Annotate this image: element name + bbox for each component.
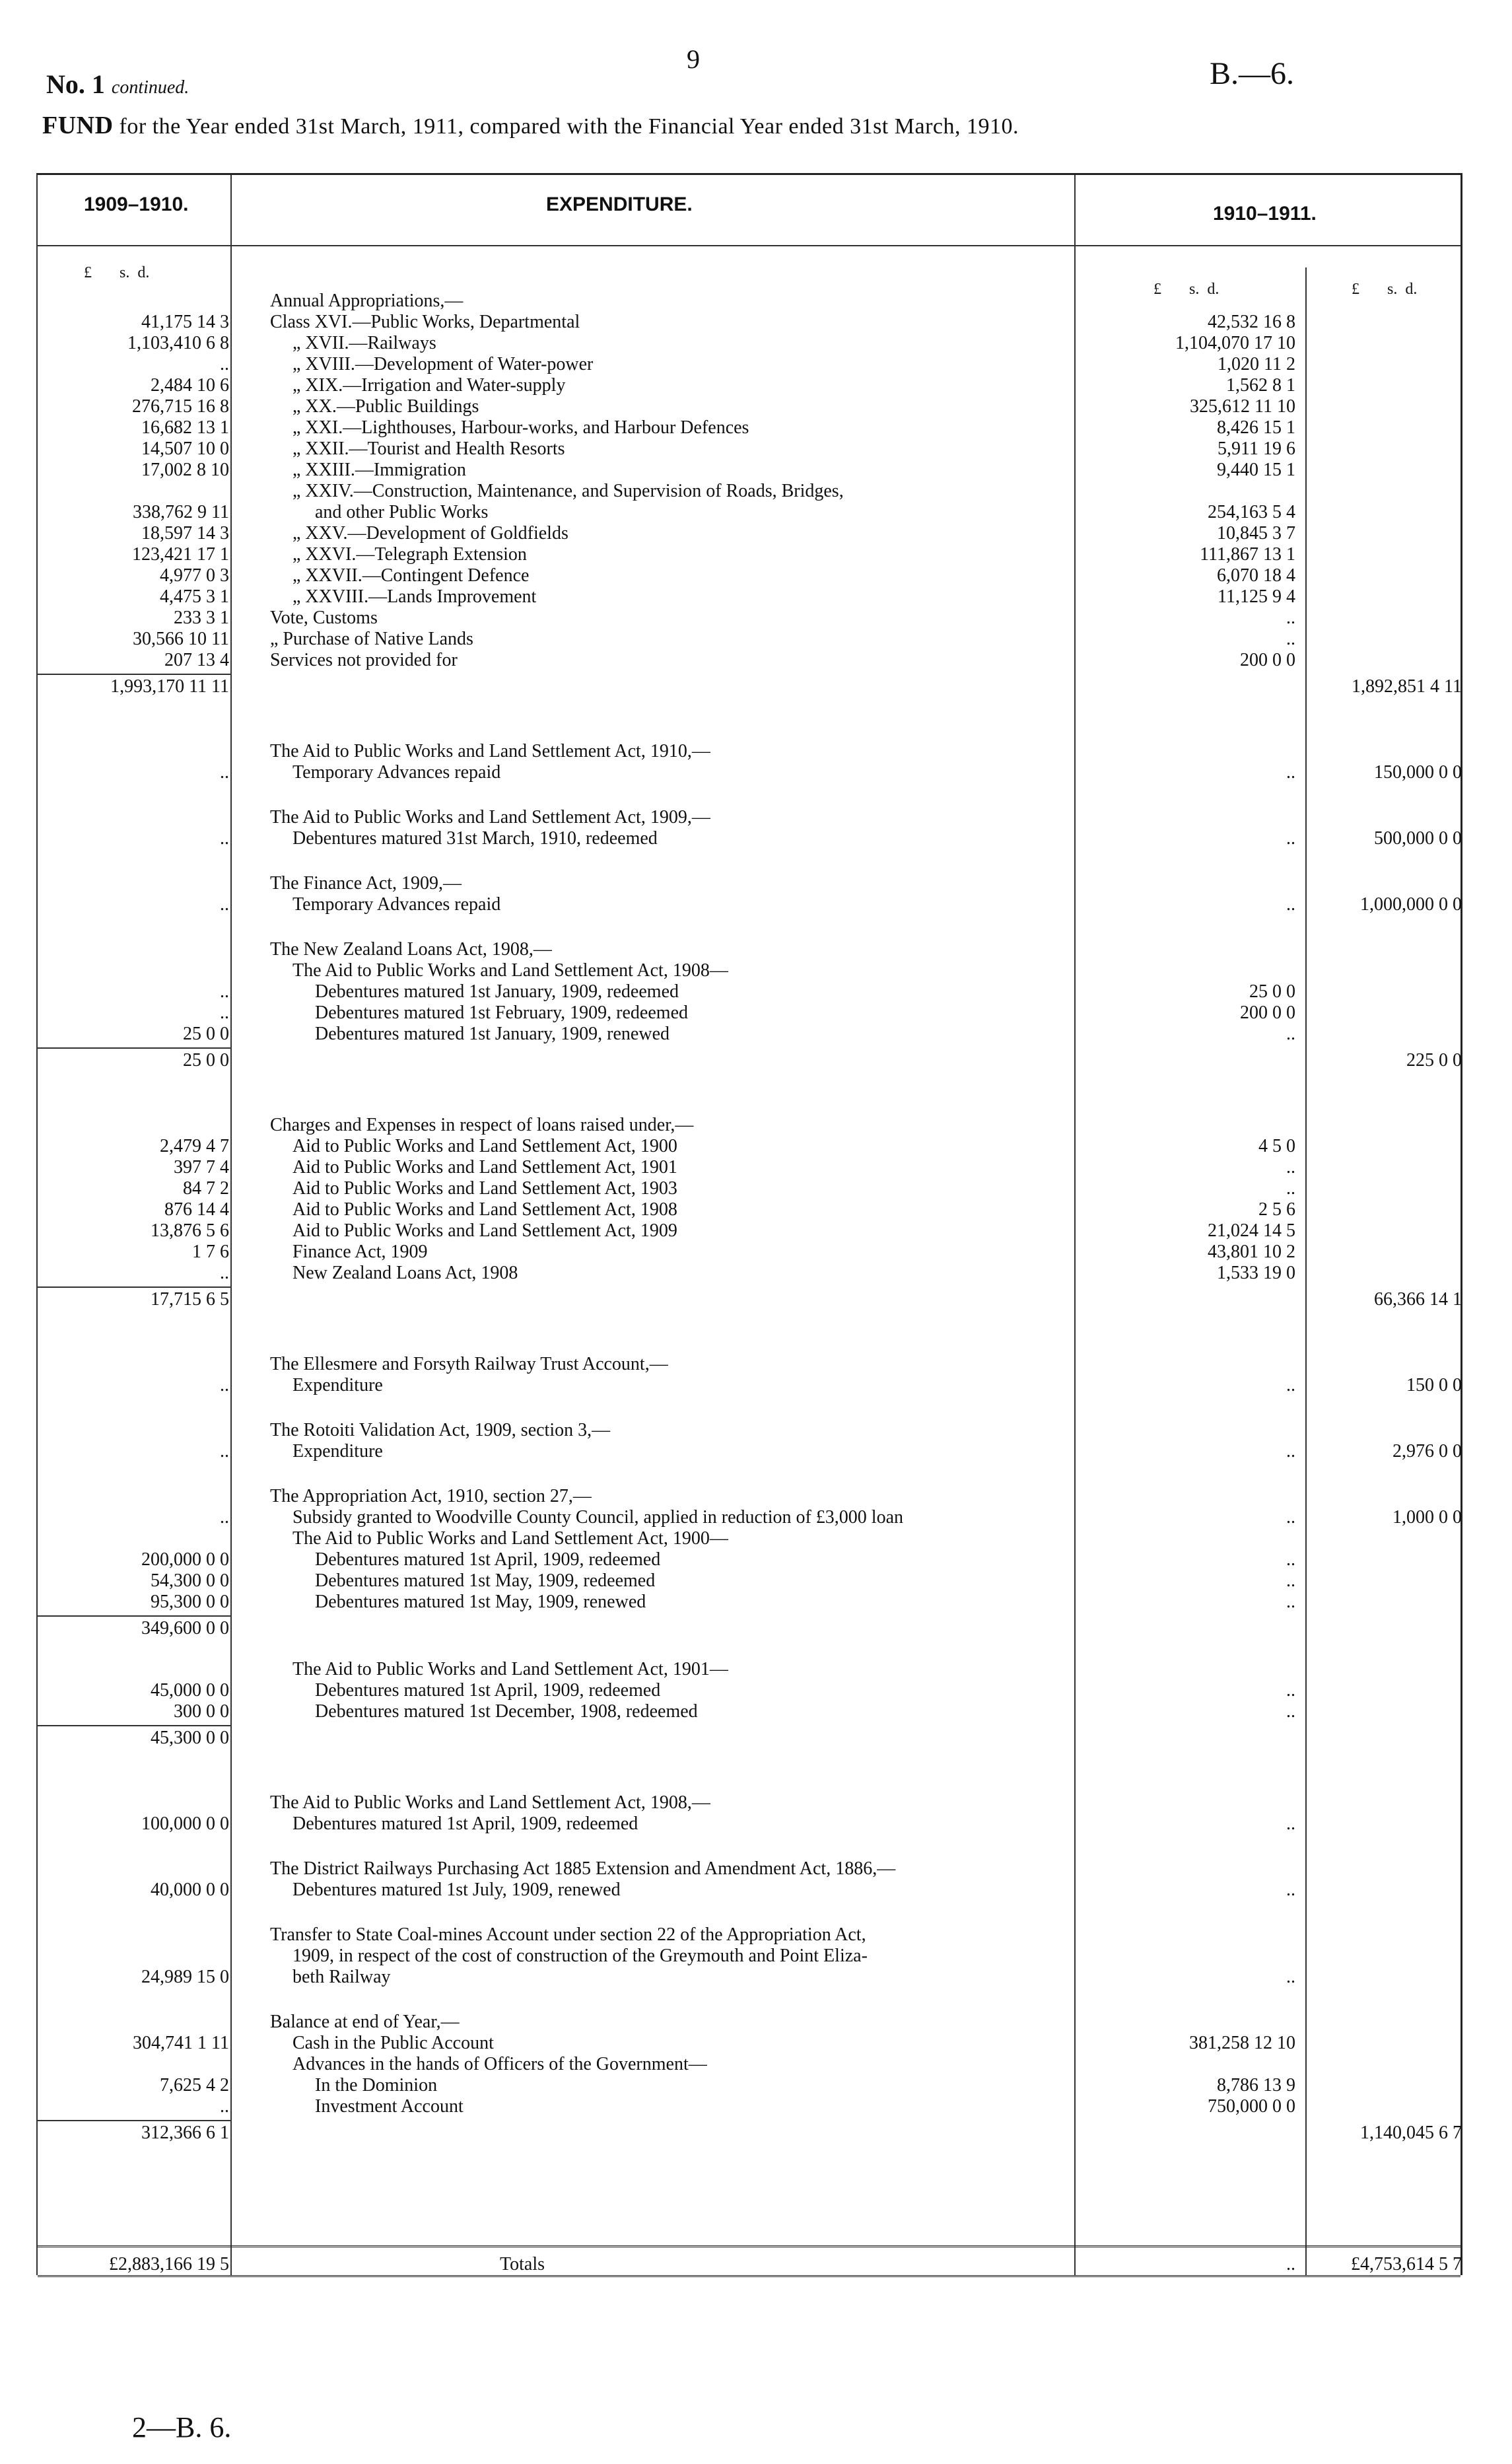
- row-label: Debentures matured 1st December, 1908, redeemed: [315, 1701, 698, 1722]
- row-label: Aid to Public Works and Land Settlement Act, 1908: [292, 1199, 677, 1220]
- row-total-amount: 1,892,851 4 11: [1352, 676, 1462, 697]
- row-label: The Finance Act, 1909,—: [270, 873, 462, 894]
- row-label: „ XX.—Public Buildings: [292, 396, 479, 417]
- row-prev-amount: 1,993,170 11 11: [110, 676, 229, 697]
- row-prev-amount: 17,002 8 10: [141, 460, 229, 480]
- row-label: „ XVIII.—Development of Water-power: [292, 354, 594, 374]
- row-label: Aid to Public Works and Land Settlement Act, 1903: [292, 1178, 677, 1199]
- subtotal-rule: [38, 1615, 230, 1617]
- page-number: 9: [687, 44, 700, 74]
- row-current-amount: 4 5 0: [1258, 1136, 1295, 1156]
- row-label: Temporary Advances repaid: [292, 894, 501, 915]
- row-prev-amount: 100,000 0 0: [141, 1813, 229, 1834]
- row-label: Investment Account: [315, 2096, 464, 2117]
- row-current-amount: ..: [1286, 1570, 1295, 1591]
- row-total-amount: 1,000,000 0 0: [1360, 894, 1462, 915]
- row-label: Aid to Public Works and Land Settlement Act, 1909: [292, 1220, 677, 1241]
- row-label: Debentures matured 1st January, 1909, renewed: [315, 1024, 670, 1044]
- row-current-amount: 1,562 8 1: [1226, 375, 1295, 396]
- fund-title: FUND: [42, 112, 114, 139]
- row-current-amount: ..: [1286, 1441, 1295, 1461]
- row-current-amount: ..: [1286, 1701, 1295, 1722]
- totals-divider: [38, 2245, 1460, 2247]
- row-current-amount: ..: [1286, 1549, 1295, 1570]
- row-prev-amount: ..: [220, 762, 229, 783]
- row-label: 1909, in respect of the cost of construction of the Greymouth and Point Eliza-: [292, 1946, 868, 1966]
- row-label: Expenditure: [292, 1375, 383, 1395]
- row-current-amount: ..: [1286, 629, 1295, 649]
- row-prev-amount: ..: [220, 1441, 229, 1461]
- header-expenditure: EXPENDITURE.: [546, 194, 693, 215]
- table-number-suffix: continued.: [111, 77, 189, 98]
- row-label: New Zealand Loans Act, 1908: [292, 1263, 518, 1283]
- table-number: [46, 69, 189, 100]
- row-current-amount: 25 0 0: [1249, 981, 1295, 1002]
- row-label: In the Dominion: [315, 2075, 438, 2095]
- row-label: Aid to Public Works and Land Settlement Act, 1901: [292, 1157, 677, 1178]
- row-current-amount: 43,801 10 2: [1208, 1242, 1295, 1262]
- row-current-amount: ..: [1286, 1024, 1295, 1044]
- col-divider-total: [1305, 267, 1307, 2275]
- subtotal-rule: [38, 1047, 230, 1049]
- row-current-amount: ..: [1286, 762, 1295, 783]
- expenditure-table: [36, 173, 1462, 2275]
- row-prev-amount: 84 7 2: [183, 1178, 229, 1199]
- totals-label: Totals: [500, 2254, 545, 2274]
- row-current-amount: ..: [1286, 608, 1295, 628]
- row-prev-amount: 41,175 14 3: [141, 312, 229, 332]
- row-label: Class XVI.—Public Works, Departmental: [270, 312, 580, 332]
- row-current-amount: 200 0 0: [1240, 650, 1295, 670]
- row-label: and other Public Works: [315, 502, 489, 522]
- row-current-amount: ..: [1286, 1178, 1295, 1199]
- row-prev-amount: 300 0 0: [174, 1701, 229, 1722]
- row-label: „ XXIV.—Construction, Maintenance, and Supervision of Roads, Bridges,: [292, 481, 844, 501]
- row-label: The Aid to Public Works and Land Settlement Act, 1900—: [292, 1528, 728, 1549]
- subtotal-rule: [38, 1725, 230, 1726]
- row-prev-amount: 200,000 0 0: [141, 1549, 229, 1570]
- row-total-amount: 150 0 0: [1406, 1375, 1462, 1395]
- row-prev-amount: ..: [220, 1507, 229, 1528]
- row-current-amount: 6,070 18 4: [1217, 565, 1295, 586]
- footer-code: 2—B. 6.: [132, 2411, 232, 2444]
- row-prev-amount: 7,625 4 2: [160, 2075, 229, 2095]
- subtotal-rule: [38, 2120, 230, 2121]
- row-current-amount: 8,786 13 9: [1217, 2075, 1295, 2095]
- row-label: Balance at end of Year,—: [270, 2012, 460, 2032]
- row-prev-amount: 13,876 5 6: [151, 1220, 229, 1241]
- row-prev-amount: 24,989 15 0: [141, 1967, 229, 1987]
- row-current-amount: 1,020 11 2: [1218, 354, 1295, 374]
- row-current-amount: 200 0 0: [1240, 1003, 1295, 1023]
- row-current-amount: 8,426 15 1: [1217, 417, 1295, 438]
- row-current-amount: ..: [1286, 1157, 1295, 1178]
- row-label: Aid to Public Works and Land Settlement Act, 1900: [292, 1136, 677, 1156]
- row-prev-amount: 25 0 0: [183, 1050, 229, 1071]
- row-prev-amount: 54,300 0 0: [151, 1570, 229, 1591]
- row-total-amount: 150,000 0 0: [1374, 762, 1462, 783]
- row-current-amount: 381,258 12 10: [1189, 2033, 1295, 2053]
- row-current-amount: 254,163 5 4: [1208, 502, 1295, 522]
- row-label: Debentures matured 1st May, 1909, redeemed: [315, 1570, 656, 1591]
- row-label: The Aid to Public Works and Land Settlement Act, 1908,—: [270, 1792, 710, 1813]
- row-prev-amount: 207 13 4: [164, 650, 229, 670]
- row-prev-amount: 40,000 0 0: [151, 1880, 229, 1900]
- row-prev-amount: ..: [220, 1375, 229, 1395]
- row-label: Subsidy granted to Woodville County Council, applied in reduction of £3,000 loan: [292, 1507, 904, 1528]
- totals-current: ..: [1286, 2254, 1295, 2274]
- row-label: beth Railway: [292, 1967, 391, 1987]
- row-current-amount: 21,024 14 5: [1208, 1220, 1295, 1241]
- row-total-amount: 66,366 14 1: [1374, 1289, 1462, 1310]
- row-prev-amount: 25 0 0: [183, 1024, 229, 1044]
- row-label: The New Zealand Loans Act, 1908,—: [270, 939, 552, 960]
- row-prev-amount: 338,762 9 11: [133, 502, 229, 522]
- totals-grand: £4,753,614 5 7: [1351, 2254, 1462, 2274]
- row-prev-amount: 45,300 0 0: [151, 1728, 229, 1748]
- row-label: The Rotoiti Validation Act, 1909, section 3,—: [270, 1420, 611, 1440]
- row-label: „ XXV.—Development of Goldfields: [292, 523, 568, 544]
- total-currency-head: £ s. d.: [1352, 281, 1418, 298]
- document-code: B.—6.: [1209, 56, 1294, 91]
- row-label: Charges and Expenses in respect of loans raised under,—: [270, 1115, 694, 1135]
- row-prev-amount: 397 7 4: [174, 1157, 229, 1178]
- row-label: Temporary Advances repaid: [292, 762, 501, 783]
- header-year-1910: 1910–1911.: [1213, 203, 1317, 225]
- row-label: Annual Appropriations,—: [270, 291, 464, 311]
- row-label: „ Purchase of Native Lands: [270, 629, 473, 649]
- row-label: Debentures matured 31st March, 1910, redeemed: [292, 828, 658, 849]
- fund-subtitle: for the Year ended 31st March, 1911, compared with the Financial Year ended 31st March, 1910.: [119, 114, 1019, 139]
- row-label: „ XXVIII.—Lands Improvement: [292, 586, 537, 607]
- row-prev-amount: 2,484 10 6: [151, 375, 229, 396]
- row-current-amount: ..: [1286, 1967, 1295, 1987]
- row-total-amount: 500,000 0 0: [1374, 828, 1462, 849]
- table-number-label: No. 1: [46, 69, 105, 99]
- row-prev-amount: ..: [220, 2096, 229, 2117]
- row-total-amount: 2,976 0 0: [1392, 1441, 1462, 1461]
- row-prev-amount: 4,475 3 1: [160, 586, 229, 607]
- row-current-amount: ..: [1286, 894, 1295, 915]
- row-label: „ XVII.—Railways: [292, 333, 436, 353]
- row-label: The Aid to Public Works and Land Settlement Act, 1909,—: [270, 807, 710, 827]
- row-prev-amount: ..: [220, 828, 229, 849]
- row-label: Advances in the hands of Officers of the Government—: [292, 2054, 707, 2074]
- row-current-amount: ..: [1286, 1375, 1295, 1395]
- row-prev-amount: 4,977 0 3: [160, 565, 229, 586]
- row-current-amount: 5,911 19 6: [1218, 439, 1295, 459]
- subtotal-rule: [38, 1286, 230, 1288]
- subtotal-rule: [38, 674, 230, 675]
- row-prev-amount: 1 7 6: [192, 1242, 229, 1262]
- row-label: Debentures matured 1st January, 1909, redeemed: [315, 981, 679, 1002]
- row-label: Vote, Customs: [270, 608, 378, 628]
- row-current-amount: 2 5 6: [1258, 1199, 1295, 1220]
- row-prev-amount: 349,600 0 0: [141, 1618, 229, 1638]
- row-label: Debentures matured 1st April, 1909, redeemed: [315, 1680, 661, 1701]
- row-current-amount: 1,533 19 0: [1217, 1263, 1295, 1283]
- row-current-amount: ..: [1286, 1813, 1295, 1834]
- row-label: „ XXIII.—Immigration: [292, 460, 466, 480]
- row-label: „ XIX.—Irrigation and Water-supply: [292, 375, 566, 396]
- row-label: The Appropriation Act, 1910, section 27,—: [270, 1486, 592, 1506]
- row-prev-amount: 1,103,410 6 8: [127, 333, 229, 353]
- row-prev-amount: 95,300 0 0: [151, 1592, 229, 1612]
- row-label: The Aid to Public Works and Land Settlement Act, 1910,—: [270, 741, 710, 761]
- row-prev-amount: 312,366 6 1: [141, 2123, 229, 2143]
- row-label: The Aid to Public Works and Land Settlement Act, 1901—: [292, 1659, 728, 1679]
- row-label: „ XXI.—Lighthouses, Harbour-works, and Harbour Defences: [292, 417, 749, 438]
- row-label: Debentures matured 1st April, 1909, redeemed: [315, 1549, 661, 1570]
- row-prev-amount: 14,507 10 0: [141, 439, 229, 459]
- table-bottom: [38, 2275, 1460, 2277]
- row-label: Finance Act, 1909: [292, 1242, 428, 1262]
- row-total-amount: 225 0 0: [1406, 1050, 1462, 1071]
- current-currency-head: £ s. d.: [1153, 281, 1220, 298]
- row-label: „ XXVI.—Telegraph Extension: [292, 544, 527, 565]
- row-prev-amount: ..: [220, 1003, 229, 1023]
- row-prev-amount: 17,715 6 5: [151, 1289, 229, 1310]
- row-prev-amount: 45,000 0 0: [151, 1680, 229, 1701]
- row-current-amount: 42,532 16 8: [1208, 312, 1295, 332]
- col-divider-prev: [230, 175, 232, 2275]
- row-label: Debentures matured 1st July, 1909, renewed: [292, 1880, 621, 1900]
- row-prev-amount: 30,566 10 11: [133, 629, 229, 649]
- row-prev-amount: 2,479 4 7: [160, 1136, 229, 1156]
- prev-currency-head: £ s. d.: [84, 264, 150, 281]
- row-label: Transfer to State Coal-mines Account under section 22 of the Appropriation Act,: [270, 1924, 866, 1945]
- header-divider: [38, 245, 1460, 246]
- row-label: Expenditure: [292, 1441, 383, 1461]
- row-label: Debentures matured 1st February, 1909, redeemed: [315, 1003, 688, 1023]
- row-current-amount: 11,125 9 4: [1218, 586, 1295, 607]
- row-prev-amount: 233 3 1: [174, 608, 229, 628]
- row-current-amount: 325,612 11 10: [1190, 396, 1295, 417]
- row-prev-amount: ..: [220, 354, 229, 374]
- row-current-amount: ..: [1286, 1507, 1295, 1528]
- row-current-amount: 9,440 15 1: [1217, 460, 1295, 480]
- row-label: „ XXII.—Tourist and Health Resorts: [292, 439, 565, 459]
- row-label: The Aid to Public Works and Land Settlement Act, 1908—: [292, 960, 728, 981]
- row-label: Debentures matured 1st May, 1909, renewed: [315, 1592, 646, 1612]
- row-prev-amount: 304,741 1 11: [133, 2033, 229, 2053]
- row-label: Services not provided for: [270, 650, 458, 670]
- row-current-amount: 111,867 13 1: [1200, 544, 1295, 565]
- row-prev-amount: 18,597 14 3: [141, 523, 229, 544]
- row-prev-amount: 876 14 4: [164, 1199, 229, 1220]
- row-prev-amount: ..: [220, 981, 229, 1002]
- row-label: The Ellesmere and Forsyth Railway Trust Account,—: [270, 1354, 668, 1374]
- row-current-amount: 10,845 3 7: [1217, 523, 1295, 544]
- row-current-amount: ..: [1286, 1880, 1295, 1900]
- row-label: Debentures matured 1st April, 1909, redeemed: [292, 1813, 638, 1834]
- row-prev-amount: ..: [220, 1263, 229, 1283]
- row-prev-amount: 123,421 17 1: [132, 544, 229, 565]
- row-label: Cash in the Public Account: [292, 2033, 494, 2053]
- row-current-amount: 1,104,070 17 10: [1175, 333, 1295, 353]
- row-current-amount: ..: [1286, 828, 1295, 849]
- row-label: The District Railways Purchasing Act 1885 Extension and Amendment Act, 1886,—: [270, 1858, 896, 1879]
- row-total-amount: 1,140,045 6 7: [1360, 2123, 1462, 2143]
- row-label: „ XXVII.—Contingent Defence: [292, 565, 530, 586]
- row-prev-amount: 276,715 16 8: [132, 396, 229, 417]
- totals-prev: £2,883,166 19 5: [109, 2254, 229, 2274]
- row-current-amount: 750,000 0 0: [1208, 2096, 1295, 2117]
- fund-heading: [42, 111, 1019, 140]
- row-total-amount: 1,000 0 0: [1392, 1507, 1462, 1528]
- row-current-amount: ..: [1286, 1592, 1295, 1612]
- row-current-amount: ..: [1286, 1680, 1295, 1701]
- row-prev-amount: ..: [220, 894, 229, 915]
- header-year-1909: 1909–1910.: [84, 194, 189, 215]
- row-prev-amount: 16,682 13 1: [141, 417, 229, 438]
